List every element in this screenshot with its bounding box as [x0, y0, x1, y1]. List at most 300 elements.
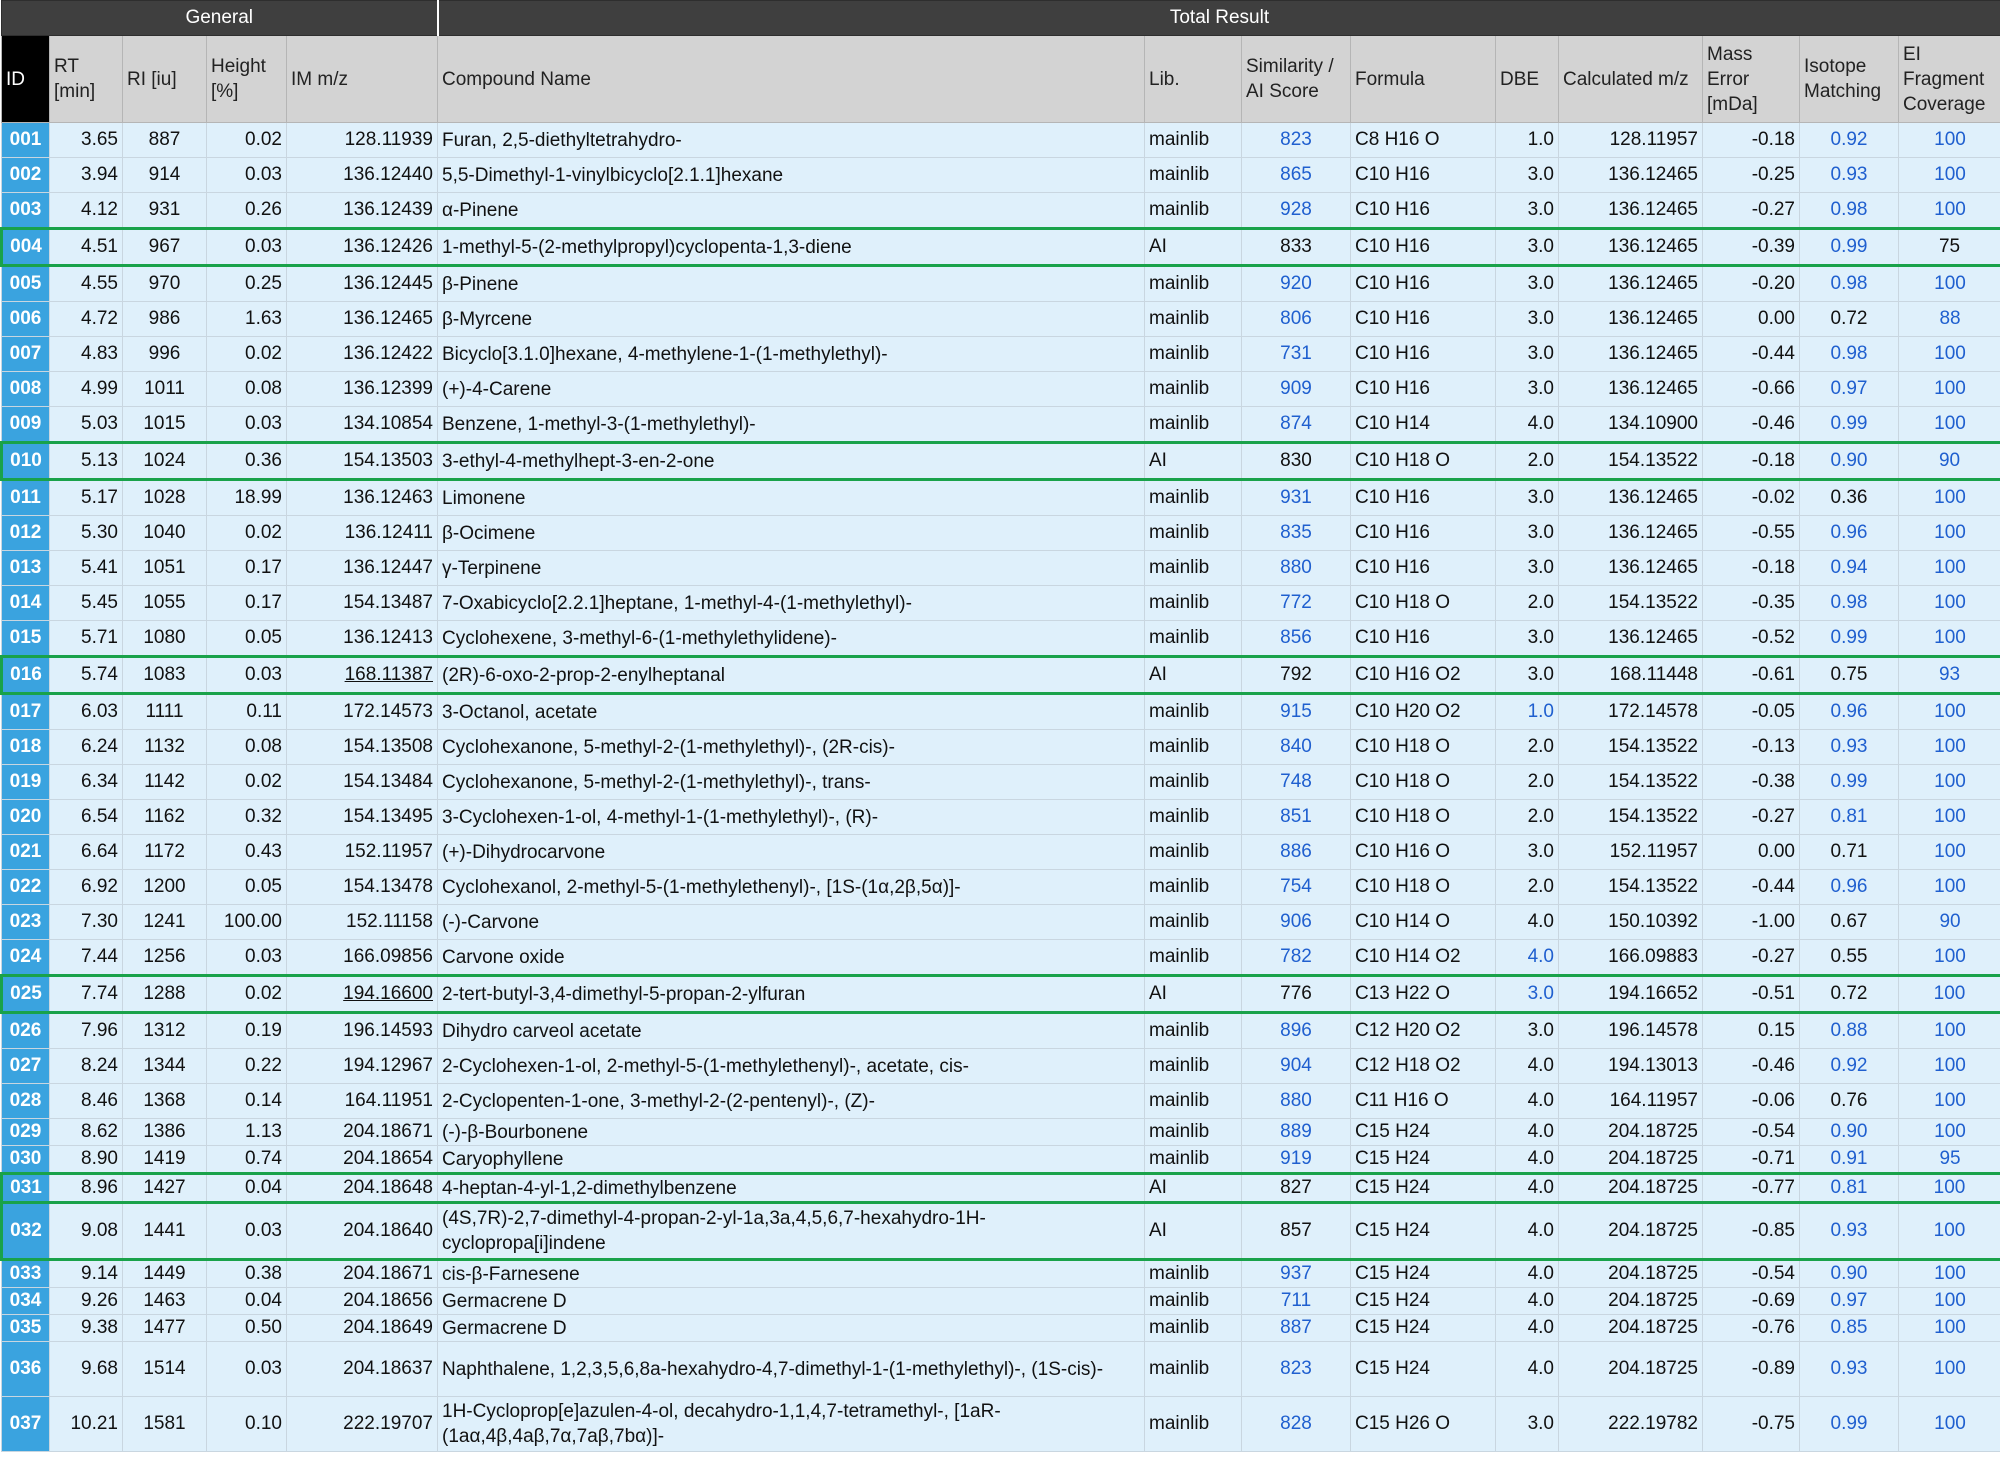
cell-compound-name: Cyclohexanone, 5-methyl-2-(1-methylethyl)-, (2R-cis)- — [438, 730, 1145, 765]
cell-height: 0.36 — [207, 443, 287, 480]
cell-ei-coverage: 100 — [1899, 1397, 2000, 1452]
cell-library: mainlib — [1145, 1084, 1242, 1119]
cell-formula: C10 H18 O — [1351, 765, 1496, 800]
cell-calculated-mz: 136.12465 — [1559, 337, 1703, 372]
cell-ri: 887 — [123, 123, 207, 158]
cell-ri: 1024 — [123, 443, 207, 480]
cell-isotope-matching: 0.90 — [1800, 1260, 1899, 1288]
cell-isotope-matching: 0.36 — [1800, 480, 1899, 516]
table-row[interactable] — [2, 1288, 2000, 1315]
cell-height: 0.10 — [207, 1397, 287, 1452]
cell-isotope-matching: 0.98 — [1800, 337, 1899, 372]
cell-formula: C10 H16 — [1351, 337, 1496, 372]
col-header-dbe[interactable]: DBE — [1496, 36, 1559, 123]
cell-calculated-mz: 204.18725 — [1559, 1260, 1703, 1288]
cell-mass-error: -0.27 — [1703, 800, 1800, 835]
cell-isotope-matching: 0.81 — [1800, 1174, 1899, 1203]
cell-mass-error: 0.15 — [1703, 1013, 1800, 1049]
cell-formula: C10 H18 O — [1351, 800, 1496, 835]
cell-formula: C15 H26 O — [1351, 1397, 1496, 1452]
cell-calculated-mz: 222.19782 — [1559, 1397, 1703, 1452]
cell-im-mz: 152.11158 — [287, 905, 438, 940]
cell-library: mainlib — [1145, 193, 1242, 229]
cell-mass-error: -0.66 — [1703, 372, 1800, 407]
table-row[interactable] — [2, 800, 2000, 835]
cell-rt: 4.83 — [50, 337, 123, 372]
cell-calculated-mz: 166.09883 — [1559, 940, 1703, 976]
cell-dbe: 1.0 — [1496, 694, 1559, 730]
cell-ei-coverage: 100 — [1899, 1174, 2000, 1203]
cell-mass-error: -0.18 — [1703, 443, 1800, 480]
cell-compound-name: 3-Octanol, acetate — [438, 694, 1145, 730]
cell-score: 856 — [1242, 621, 1351, 657]
cell-isotope-matching: 0.93 — [1800, 1342, 1899, 1397]
row-id: 002 — [2, 158, 50, 193]
cell-ri: 931 — [123, 193, 207, 229]
cell-library: AI — [1145, 976, 1242, 1013]
cell-dbe: 4.0 — [1496, 407, 1559, 443]
cell-calculated-mz: 136.12465 — [1559, 302, 1703, 337]
cell-dbe: 3.0 — [1496, 551, 1559, 586]
row-id: 020 — [2, 800, 50, 835]
col-header-id[interactable]: ID — [2, 36, 50, 123]
cell-im-mz: 134.10854 — [287, 407, 438, 443]
table-row[interactable] — [2, 266, 2000, 302]
cell-ei-coverage: 100 — [1899, 1288, 2000, 1315]
cell-score: 772 — [1242, 586, 1351, 621]
cell-library: AI — [1145, 1174, 1242, 1203]
cell-compound-name: Naphthalene, 1,2,3,5,6,8a-hexahydro-4,7-dimethyl-1-(1-methylethyl)-, (1S-cis)- — [438, 1342, 1145, 1397]
cell-formula: C10 H20 O2 — [1351, 694, 1496, 730]
table-row-ai-highlighted[interactable] — [2, 657, 2000, 694]
col-header-isotope-matching[interactable]: Isotope Matching — [1800, 36, 1899, 123]
cell-library: mainlib — [1145, 765, 1242, 800]
table-row[interactable] — [2, 193, 2000, 229]
cell-rt: 5.30 — [50, 516, 123, 551]
row-id: 001 — [2, 123, 50, 158]
cell-height: 1.63 — [207, 302, 287, 337]
cell-rt: 3.94 — [50, 158, 123, 193]
cell-compound-name: (2R)-6-oxo-2-prop-2-enylheptanal — [438, 657, 1145, 694]
cell-isotope-matching: 0.90 — [1800, 1119, 1899, 1146]
cell-ei-coverage: 100 — [1899, 516, 2000, 551]
cell-library: mainlib — [1145, 407, 1242, 443]
cell-rt: 5.71 — [50, 621, 123, 657]
cell-ri: 1368 — [123, 1084, 207, 1119]
cell-im-mz: 136.12440 — [287, 158, 438, 193]
table-row[interactable] — [2, 905, 2000, 940]
cell-dbe: 2.0 — [1496, 730, 1559, 765]
cell-dbe: 2.0 — [1496, 800, 1559, 835]
cell-isotope-matching: 0.90 — [1800, 443, 1899, 480]
cell-isotope-matching: 0.99 — [1800, 1397, 1899, 1452]
cell-ri: 1142 — [123, 765, 207, 800]
col-header-library[interactable]: Lib. — [1145, 36, 1242, 123]
cell-ei-coverage: 100 — [1899, 940, 2000, 976]
cell-library: mainlib — [1145, 1288, 1242, 1315]
table-row-ai-highlighted[interactable] — [2, 1203, 2000, 1260]
cell-formula: C10 H18 O — [1351, 586, 1496, 621]
cell-ri: 1055 — [123, 586, 207, 621]
cell-im-mz: 136.12447 — [287, 551, 438, 586]
cell-ei-coverage: 100 — [1899, 193, 2000, 229]
cell-dbe: 4.0 — [1496, 1174, 1559, 1203]
cell-height: 0.04 — [207, 1288, 287, 1315]
cell-mass-error: -0.44 — [1703, 870, 1800, 905]
cell-im-mz: 136.12465 — [287, 302, 438, 337]
cell-rt: 9.08 — [50, 1203, 123, 1260]
cell-height: 100.00 — [207, 905, 287, 940]
cell-height: 0.26 — [207, 193, 287, 229]
cell-library: mainlib — [1145, 1146, 1242, 1174]
cell-ri: 1028 — [123, 480, 207, 516]
table-row[interactable] — [2, 302, 2000, 337]
row-id: 013 — [2, 551, 50, 586]
cell-im-mz: 204.18637 — [287, 1342, 438, 1397]
cell-rt: 7.30 — [50, 905, 123, 940]
table-row[interactable] — [2, 835, 2000, 870]
cell-ei-coverage: 100 — [1899, 266, 2000, 302]
cell-height: 0.32 — [207, 800, 287, 835]
cell-compound-name: Cyclohexene, 3-methyl-6-(1-methylethylidene)- — [438, 621, 1145, 657]
cell-compound-name: (-)-β-Bourbonene — [438, 1119, 1145, 1146]
table-row-ai-highlighted[interactable] — [2, 1174, 2000, 1203]
cell-score: 915 — [1242, 694, 1351, 730]
cell-dbe: 2.0 — [1496, 870, 1559, 905]
table-row[interactable] — [2, 337, 2000, 372]
table-row[interactable] — [2, 870, 2000, 905]
row-id: 022 — [2, 870, 50, 905]
cell-mass-error: -0.46 — [1703, 1049, 1800, 1084]
cell-mass-error: -0.89 — [1703, 1342, 1800, 1397]
table-row[interactable] — [2, 158, 2000, 193]
cell-im-mz: 136.12422 — [287, 337, 438, 372]
cell-rt: 6.24 — [50, 730, 123, 765]
cell-calculated-mz: 136.12465 — [1559, 266, 1703, 302]
cell-calculated-mz: 136.12465 — [1559, 480, 1703, 516]
cell-height: 0.03 — [207, 407, 287, 443]
cell-ei-coverage: 100 — [1899, 158, 2000, 193]
cell-im-mz: 136.12445 — [287, 266, 438, 302]
cell-im-mz: 128.11939 — [287, 123, 438, 158]
cell-formula: C10 H16 — [1351, 516, 1496, 551]
cell-formula: C11 H16 O — [1351, 1084, 1496, 1119]
table-row[interactable] — [2, 1119, 2000, 1146]
cell-library: mainlib — [1145, 480, 1242, 516]
cell-im-mz: 154.13503 — [287, 443, 438, 480]
cell-calculated-mz: 154.13522 — [1559, 586, 1703, 621]
cell-height: 0.02 — [207, 337, 287, 372]
cell-compound-name: (-)-Carvone — [438, 905, 1145, 940]
cell-ri: 1581 — [123, 1397, 207, 1452]
cell-height: 0.74 — [207, 1146, 287, 1174]
cell-rt: 5.17 — [50, 480, 123, 516]
row-id: 007 — [2, 337, 50, 372]
col-header-score[interactable]: Similarity / AI Score — [1242, 36, 1351, 123]
cell-rt: 4.51 — [50, 229, 123, 266]
cell-calculated-mz: 154.13522 — [1559, 765, 1703, 800]
table-row-ai-highlighted[interactable] — [2, 976, 2000, 1013]
cell-dbe: 3.0 — [1496, 266, 1559, 302]
row-id: 036 — [2, 1342, 50, 1397]
cell-isotope-matching: 0.93 — [1800, 158, 1899, 193]
cell-library: mainlib — [1145, 266, 1242, 302]
cell-score: 928 — [1242, 193, 1351, 229]
cell-ei-coverage: 100 — [1899, 870, 2000, 905]
cell-ei-coverage: 100 — [1899, 1013, 2000, 1049]
cell-im-mz: 204.18671 — [287, 1119, 438, 1146]
cell-formula: C10 H18 O — [1351, 443, 1496, 480]
cell-isotope-matching: 0.91 — [1800, 1146, 1899, 1174]
cell-im-mz: 166.09856 — [287, 940, 438, 976]
table-row[interactable] — [2, 940, 2000, 976]
cell-compound-name: β-Ocimene — [438, 516, 1145, 551]
col-header-ei-fragment-coverage[interactable]: EI Fragment Coverage — [1899, 36, 2000, 123]
cell-calculated-mz: 152.11957 — [1559, 835, 1703, 870]
cell-formula: C10 H16 — [1351, 158, 1496, 193]
cell-im-mz: 136.12439 — [287, 193, 438, 229]
cell-score: 835 — [1242, 516, 1351, 551]
cell-ri: 1386 — [123, 1119, 207, 1146]
cell-ei-coverage: 90 — [1899, 905, 2000, 940]
cell-ri: 1419 — [123, 1146, 207, 1174]
cell-compound-name: β-Myrcene — [438, 302, 1145, 337]
cell-formula: C10 H16 — [1351, 551, 1496, 586]
table-row[interactable] — [2, 765, 2000, 800]
cell-compound-name: β-Pinene — [438, 266, 1145, 302]
cell-dbe: 3.0 — [1496, 158, 1559, 193]
cell-score: 889 — [1242, 1119, 1351, 1146]
cell-ei-coverage: 100 — [1899, 730, 2000, 765]
col-header-compound-name[interactable]: Compound Name — [438, 36, 1145, 123]
cell-height: 0.05 — [207, 621, 287, 657]
cell-mass-error: -0.85 — [1703, 1203, 1800, 1260]
cell-score: 865 — [1242, 158, 1351, 193]
col-header-height[interactable]: Height [%] — [207, 36, 287, 123]
cell-ri: 967 — [123, 229, 207, 266]
cell-mass-error: -0.54 — [1703, 1119, 1800, 1146]
cell-rt: 7.44 — [50, 940, 123, 976]
col-header-mass-error[interactable]: Mass Error [mDa] — [1703, 36, 1800, 123]
cell-ri: 1256 — [123, 940, 207, 976]
cell-isotope-matching: 0.71 — [1800, 835, 1899, 870]
cell-isotope-matching: 0.94 — [1800, 551, 1899, 586]
col-header-im-mz[interactable]: IM m/z — [287, 36, 438, 123]
cell-isotope-matching: 0.55 — [1800, 940, 1899, 976]
cell-formula: C10 H16 — [1351, 372, 1496, 407]
header-group-general: General — [2, 1, 438, 36]
cell-ri: 1172 — [123, 835, 207, 870]
table-row[interactable] — [2, 621, 2000, 657]
cell-dbe: 3.0 — [1496, 1397, 1559, 1452]
cell-compound-name: Germacrene D — [438, 1315, 1145, 1342]
table-row[interactable] — [2, 1146, 2000, 1174]
row-id: 011 — [2, 480, 50, 516]
cell-library: mainlib — [1145, 1342, 1242, 1397]
row-id: 010 — [2, 443, 50, 480]
cell-dbe: 3.0 — [1496, 1013, 1559, 1049]
cell-score: 731 — [1242, 337, 1351, 372]
cell-ei-coverage: 95 — [1899, 1146, 2000, 1174]
row-id: 033 — [2, 1260, 50, 1288]
table-row[interactable] — [2, 1049, 2000, 1084]
cell-im-mz: 136.12413 — [287, 621, 438, 657]
cell-dbe: 4.0 — [1496, 1203, 1559, 1260]
cell-dbe: 4.0 — [1496, 1119, 1559, 1146]
cell-rt: 3.65 — [50, 123, 123, 158]
cell-library: AI — [1145, 229, 1242, 266]
table-row[interactable] — [2, 730, 2000, 765]
cell-dbe: 2.0 — [1496, 765, 1559, 800]
col-header-ri[interactable]: RI [iu] — [123, 36, 207, 123]
cell-rt: 7.74 — [50, 976, 123, 1013]
table-row[interactable] — [2, 407, 2000, 443]
cell-library: mainlib — [1145, 621, 1242, 657]
cell-dbe: 3.0 — [1496, 480, 1559, 516]
cell-dbe: 3.0 — [1496, 372, 1559, 407]
col-header-formula[interactable]: Formula — [1351, 36, 1496, 123]
cell-rt: 4.55 — [50, 266, 123, 302]
cell-ri: 1111 — [123, 694, 207, 730]
table-row[interactable] — [2, 551, 2000, 586]
cell-formula: C15 H24 — [1351, 1315, 1496, 1342]
cell-mass-error: -0.77 — [1703, 1174, 1800, 1203]
cell-library: mainlib — [1145, 1049, 1242, 1084]
row-id: 030 — [2, 1146, 50, 1174]
cell-ei-coverage: 100 — [1899, 1260, 2000, 1288]
cell-compound-name: Benzene, 1-methyl-3-(1-methylethyl)- — [438, 407, 1145, 443]
table-row[interactable] — [2, 123, 2000, 158]
col-header-rt[interactable]: RT [min] — [50, 36, 123, 123]
cell-library: mainlib — [1145, 123, 1242, 158]
cell-rt: 5.45 — [50, 586, 123, 621]
cell-dbe: 4.0 — [1496, 1315, 1559, 1342]
cell-score: 792 — [1242, 657, 1351, 694]
cell-library: mainlib — [1145, 1119, 1242, 1146]
table-row[interactable] — [2, 586, 2000, 621]
cell-dbe: 3.0 — [1496, 193, 1559, 229]
table-row-ai-highlighted[interactable] — [2, 229, 2000, 266]
table-row[interactable] — [2, 694, 2000, 730]
cell-rt: 5.74 — [50, 657, 123, 694]
cell-dbe: 2.0 — [1496, 586, 1559, 621]
cell-library: mainlib — [1145, 586, 1242, 621]
cell-library: mainlib — [1145, 158, 1242, 193]
cell-rt: 4.99 — [50, 372, 123, 407]
cell-im-mz: 194.12967 — [287, 1049, 438, 1084]
cell-mass-error: -0.18 — [1703, 551, 1800, 586]
cell-im-mz: 168.11387 — [287, 657, 438, 694]
table-row[interactable] — [2, 516, 2000, 551]
cell-im-mz: 136.12399 — [287, 372, 438, 407]
cell-im-mz: 154.13487 — [287, 586, 438, 621]
cell-calculated-mz: 164.11957 — [1559, 1084, 1703, 1119]
cell-compound-name: Germacrene D — [438, 1288, 1145, 1315]
cell-ei-coverage: 100 — [1899, 694, 2000, 730]
cell-height: 0.38 — [207, 1260, 287, 1288]
cell-isotope-matching: 0.88 — [1800, 1013, 1899, 1049]
cell-height: 0.25 — [207, 266, 287, 302]
cell-formula: C15 H24 — [1351, 1260, 1496, 1288]
cell-compound-name: Cyclohexanone, 5-methyl-2-(1-methylethyl)-, trans- — [438, 765, 1145, 800]
table-row[interactable] — [2, 480, 2000, 516]
cell-score: 840 — [1242, 730, 1351, 765]
cell-score: 906 — [1242, 905, 1351, 940]
cell-compound-name: α-Pinene — [438, 193, 1145, 229]
cell-score: 931 — [1242, 480, 1351, 516]
cell-ei-coverage: 100 — [1899, 835, 2000, 870]
header-group-row — [2, 1, 2000, 36]
cell-height: 0.43 — [207, 835, 287, 870]
cell-ri: 1441 — [123, 1203, 207, 1260]
cell-rt: 6.92 — [50, 870, 123, 905]
cell-formula: C15 H24 — [1351, 1174, 1496, 1203]
cell-formula: C13 H22 O — [1351, 976, 1496, 1013]
cell-score: 937 — [1242, 1260, 1351, 1288]
col-header-calculated-mz[interactable]: Calculated m/z — [1559, 36, 1703, 123]
cell-formula: C12 H18 O2 — [1351, 1049, 1496, 1084]
cell-isotope-matching: 0.96 — [1800, 870, 1899, 905]
table-row-ai-highlighted[interactable] — [2, 443, 2000, 480]
cell-formula: C15 H24 — [1351, 1288, 1496, 1315]
cell-mass-error: -0.69 — [1703, 1288, 1800, 1315]
cell-ei-coverage: 93 — [1899, 657, 2000, 694]
cell-ri: 1040 — [123, 516, 207, 551]
cell-height: 0.02 — [207, 123, 287, 158]
table-row[interactable] — [2, 1342, 2000, 1397]
cell-dbe: 4.0 — [1496, 1049, 1559, 1084]
cell-ei-coverage: 100 — [1899, 480, 2000, 516]
cell-compound-name: 7-Oxabicyclo[2.2.1]heptane, 1-methyl-4-(1-methylethyl)- — [438, 586, 1145, 621]
row-id: 003 — [2, 193, 50, 229]
cell-mass-error: -0.39 — [1703, 229, 1800, 266]
row-id: 027 — [2, 1049, 50, 1084]
table-row[interactable] — [2, 1397, 2000, 1452]
table-row[interactable] — [2, 1260, 2000, 1288]
cell-mass-error: -0.54 — [1703, 1260, 1800, 1288]
cell-calculated-mz: 150.10392 — [1559, 905, 1703, 940]
cell-calculated-mz: 136.12465 — [1559, 229, 1703, 266]
cell-library: mainlib — [1145, 694, 1242, 730]
cell-ri: 914 — [123, 158, 207, 193]
row-id: 018 — [2, 730, 50, 765]
table-row[interactable] — [2, 372, 2000, 407]
cell-library: mainlib — [1145, 516, 1242, 551]
cell-mass-error: -0.27 — [1703, 193, 1800, 229]
cell-compound-name: 3-ethyl-4-methylhept-3-en-2-one — [438, 443, 1145, 480]
table-row[interactable] — [2, 1084, 2000, 1119]
cell-calculated-mz: 136.12465 — [1559, 621, 1703, 657]
cell-formula: C10 H18 O — [1351, 870, 1496, 905]
table-row[interactable] — [2, 1013, 2000, 1049]
cell-isotope-matching: 0.99 — [1800, 765, 1899, 800]
cell-height: 0.04 — [207, 1174, 287, 1203]
cell-score: 776 — [1242, 976, 1351, 1013]
cell-mass-error: -1.00 — [1703, 905, 1800, 940]
row-id: 031 — [2, 1174, 50, 1203]
cell-im-mz: 204.18656 — [287, 1288, 438, 1315]
cell-mass-error: -0.76 — [1703, 1315, 1800, 1342]
table-row[interactable] — [2, 1315, 2000, 1342]
cell-im-mz: 204.18654 — [287, 1146, 438, 1174]
row-id: 037 — [2, 1397, 50, 1452]
cell-rt: 9.14 — [50, 1260, 123, 1288]
cell-dbe: 3.0 — [1496, 229, 1559, 266]
cell-library: mainlib — [1145, 905, 1242, 940]
cell-score: 896 — [1242, 1013, 1351, 1049]
cell-isotope-matching: 0.72 — [1800, 976, 1899, 1013]
cell-isotope-matching: 0.76 — [1800, 1084, 1899, 1119]
